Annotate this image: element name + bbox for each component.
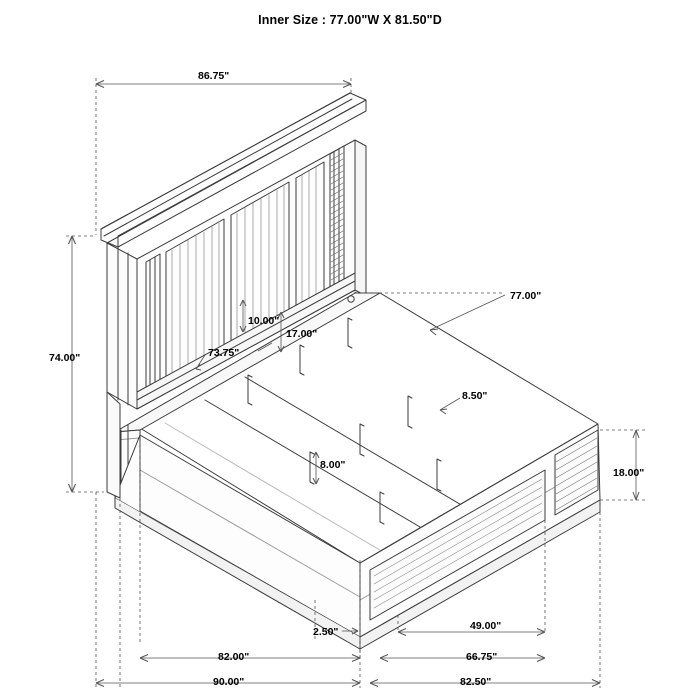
- dim-label-inner-depth: 66.75": [466, 651, 498, 663]
- dim-label-slat-height: 8.00": [320, 459, 346, 471]
- dimline-18-00: [633, 430, 639, 500]
- headboard-post-left: [146, 254, 160, 396]
- dim-label-panel-width: 17.00": [286, 328, 318, 340]
- dim-label-frame-length: 77.00": [510, 290, 542, 302]
- dimline-77-00: [430, 295, 505, 335]
- dimline-82-00: [140, 655, 360, 662]
- dim-label-overall-depth: 82.50": [460, 676, 492, 688]
- headboard-post-right: [330, 146, 344, 288]
- dim-label-overall-width: 90.00": [213, 676, 245, 688]
- dimline-66-75: [380, 655, 545, 662]
- dim-label-footboard-height: 18.00": [613, 467, 645, 479]
- dim-label-headboard-width: 86.75": [198, 70, 230, 82]
- dimline-74-00: [69, 236, 76, 492]
- dim-label-headboard-height: 74.00": [49, 352, 81, 364]
- dim-label-panel-inner-height: 10.00": [248, 315, 280, 327]
- dim-label-side-rail-height: 8.50": [462, 390, 488, 402]
- headboard-panel-3: [296, 162, 324, 312]
- dim-label-headboard-inner-width: 73.75": [208, 347, 240, 359]
- dim-label-inner-frame-width: 82.00": [218, 651, 250, 663]
- dim-label-footboard-base: 2.50": [313, 626, 339, 638]
- headboard-leg: [107, 392, 120, 498]
- page-title: Inner Size : 77.00"W X 81.50"D: [258, 13, 442, 27]
- dim-label-footboard-inner-width: 49.00": [470, 620, 502, 632]
